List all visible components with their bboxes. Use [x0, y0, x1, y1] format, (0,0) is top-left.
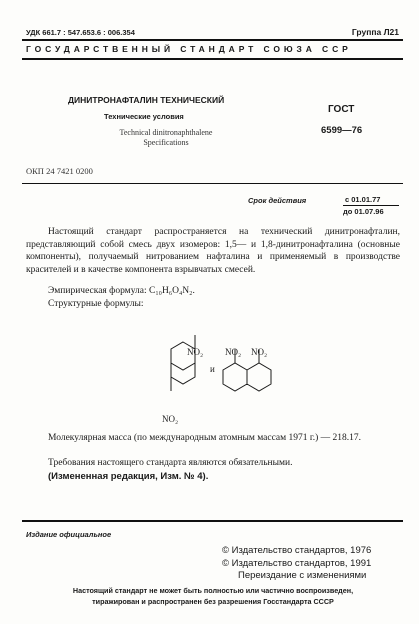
english-title-line2: Specifications — [143, 138, 189, 147]
document-title: ДИНИТРОНАФТАЛИН ТЕХНИЧЕСКИЙ — [68, 95, 225, 105]
1-8-dinitronaphthalene-structure — [223, 347, 271, 391]
molecular-mass-text: Молекулярная масса (по международным атомным массам 1971 г.) — 218.17. — [48, 433, 362, 443]
no2-peri-a: NO₂ — [225, 347, 242, 357]
validity-to: до 01.07.96 — [343, 207, 384, 216]
okp-code: ОКП 24 7421 0200 — [26, 166, 93, 176]
validity-label: Срок действия — [248, 196, 307, 205]
gost-number: 6599—76 — [321, 125, 363, 136]
copyright-1976: © Издательство стандартов, 1976 — [222, 545, 372, 556]
1-5-dinitronaphthalene-structure — [162, 335, 203, 424]
requirements-statement: Требования настоящего стандарта являются обязательными. — [48, 458, 293, 468]
notice-line-1: Настоящий стандарт не может быть полностью или частично воспроизведен, — [72, 586, 354, 595]
amendment-note: (Измененная редакция, Изм. № 4). — [48, 471, 209, 482]
english-title-line1: Technical dinitronaphthalene — [119, 128, 213, 137]
reissue-note: Переиздание с изменениями — [238, 570, 367, 581]
copyright-1991: © Издательство стандартов, 1991 — [222, 558, 372, 569]
molecular-mass-paragraph — [26, 432, 400, 445]
structural-formulas-label: Структурные формулы: — [48, 299, 144, 309]
no2-top-1-5: NO₂ — [187, 347, 204, 357]
footer-rule — [22, 520, 403, 522]
state-standard-banner: ГОСУДАРСТВЕННЫЙ СТАНДАРТ СОЮЗА ССР — [26, 44, 352, 54]
notice-line-2: тиражирован и распространен без разрешения Госстандарта СССР — [92, 596, 334, 606]
naphthalene-ring-1-5 — [171, 335, 195, 391]
official-edition-label: Издание официальное — [26, 530, 112, 539]
formula-value: C₁₀H₆O₄N₂. — [149, 286, 195, 296]
reproduction-notice — [26, 586, 400, 607]
intro-text: Настоящий стандарт распространяется на технический динитронафталин, представляющий собой смесь двух изомеров: 1,5— и 1,8-динитронафталина (основные компоненты), получаемый нитрованием нафталина и применяемый в производстве красителей и в качестве компонента взрывчатых смесей. — [26, 227, 400, 275]
no2-peri-b: NO₂ — [251, 347, 268, 357]
gost-label: ГОСТ — [328, 104, 355, 115]
validity-from: с 01.01.77 — [345, 195, 381, 204]
document-subtitle: Технические условия — [104, 112, 184, 121]
and-conjunction: и — [210, 364, 215, 374]
group-code: Группа Л21 — [351, 27, 399, 37]
udk-code: УДК 661.7 : 547.653.6 : 006.354 — [26, 28, 135, 37]
formula-label: Эмпирическая формула: — [48, 286, 149, 296]
no2-bottom-1-5: NO₂ — [162, 414, 179, 424]
